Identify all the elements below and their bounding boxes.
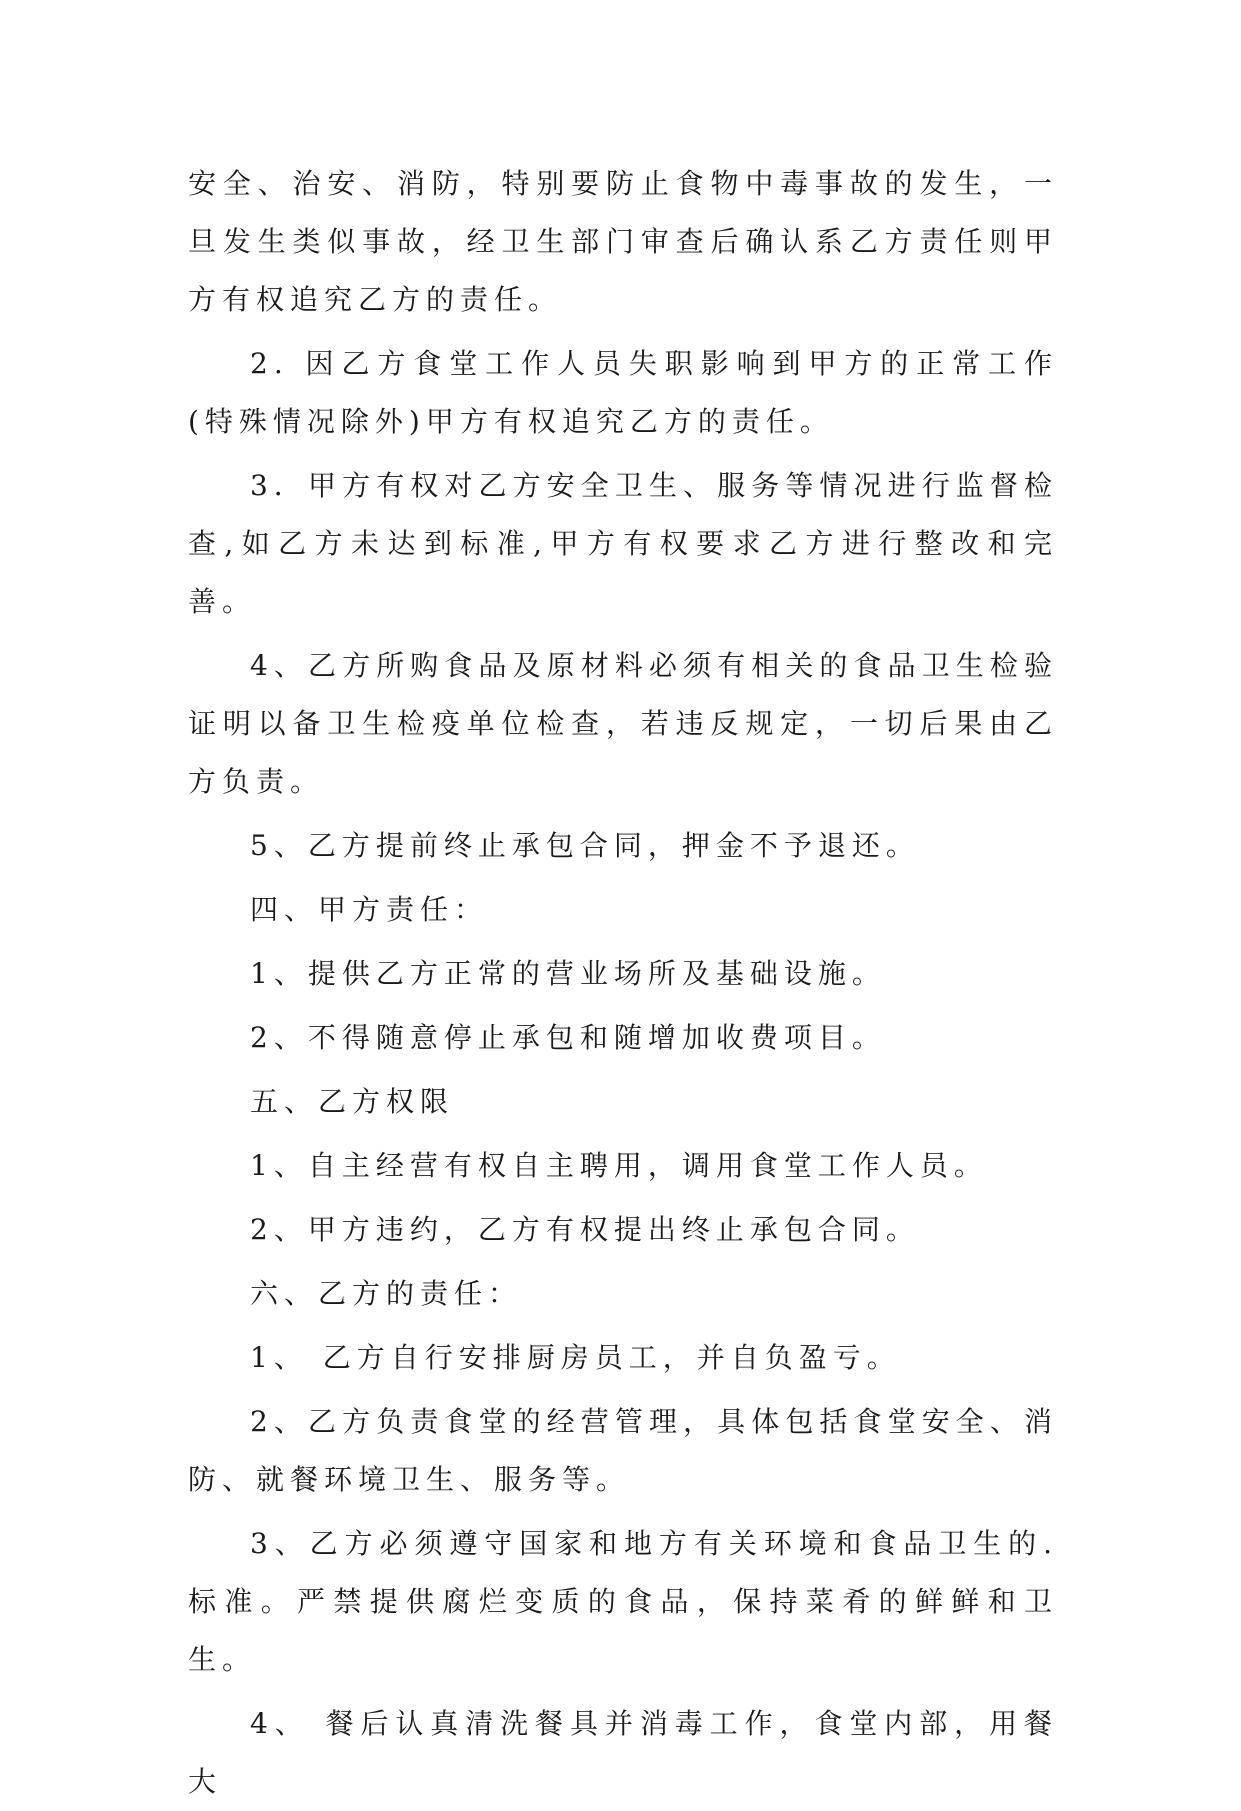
paragraph: 4、乙方所购食品及原材料必须有相关的食品卫生检验证明以备卫生检疫单位检查，若违反规定，一切后果由乙方负责。 — [188, 649, 1058, 798]
paragraph: 1、提供乙方正常的营业场所及基础设施。 — [250, 957, 886, 990]
paragraph: 4、 餐后认真清洗餐具并消毒工作，食堂内部，用餐大 — [188, 1707, 1058, 1798]
section-heading: 六、乙方的责任： — [250, 1277, 523, 1310]
section-heading: 五、乙方权限 — [250, 1085, 455, 1118]
paragraph: 2. 因乙方食堂工作人员失职影响到甲方的正常工作(特殊情况除外)甲方有权追究乙方的责任。 — [188, 347, 1058, 438]
section-heading: 四、甲方责任： — [250, 893, 489, 926]
paragraph: 1、自主经营有权自主聘用，调用食堂工作人员。 — [250, 1149, 988, 1182]
paragraph: 5、乙方提前终止承包合同，押金不予退还。 — [250, 829, 920, 862]
paragraph: 2、乙方负责食堂的经营管理，具体包括食堂安全、消防、就餐环境卫生、服务等。 — [188, 1405, 1058, 1496]
document-body — [188, 155, 1058, 1811]
paragraph: 2、不得随意停止承包和随增加收费项目。 — [250, 1021, 886, 1054]
paragraph: 安全、治安、消防，特别要防止食物中毒事故的发生，一旦发生类似事故，经卫生部门审查后确认系乙方责任则甲方有权追究乙方的责任。 — [188, 167, 1058, 316]
paragraph: 3．甲方有权对乙方安全卫生、服务等情况进行监督检查,如乙方未达到标准,甲方有权要求乙方进行整改和完善。 — [188, 469, 1058, 618]
paragraph: 3、乙方必须遵守国家和地方有关环境和食品卫生的.标准。严禁提供腐烂变质的食品，保持菜肴的鲜鲜和卫生。 — [188, 1527, 1058, 1676]
paragraph: 1、 乙方自行安排厨房员工，并自负盈亏。 — [250, 1341, 901, 1374]
paragraph: 2、甲方违约，乙方有权提出终止承包合同。 — [250, 1213, 920, 1246]
